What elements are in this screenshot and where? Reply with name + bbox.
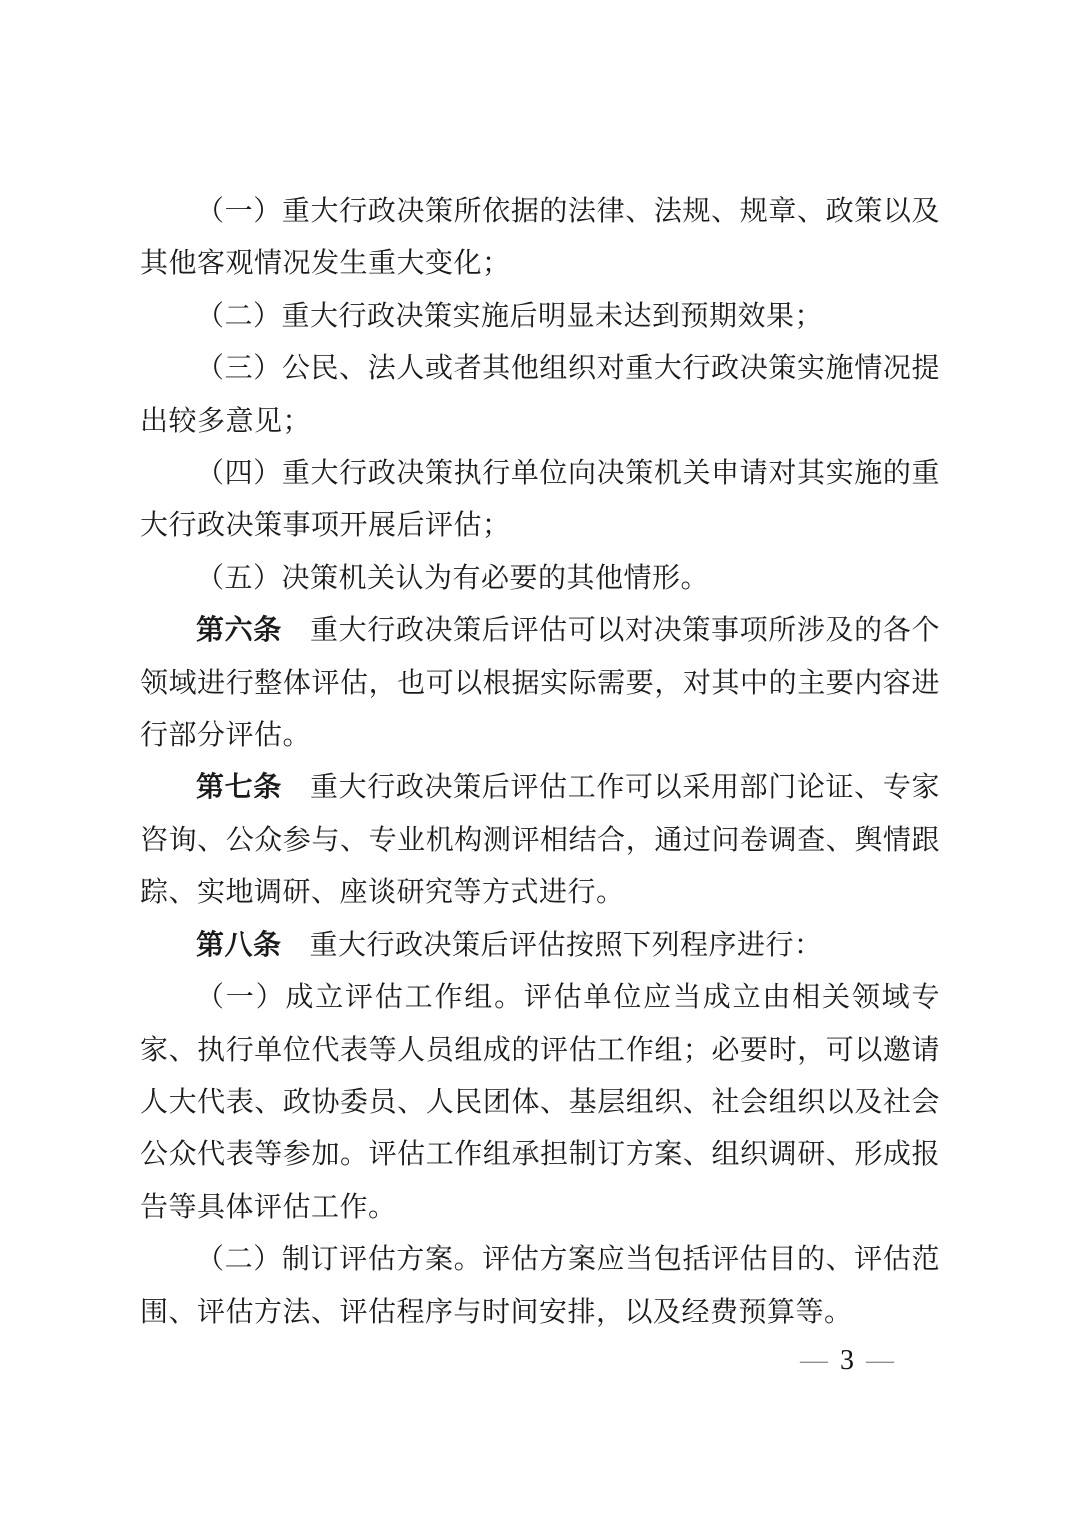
paragraph xyxy=(140,291,940,343)
article-number: 第八条 xyxy=(196,929,282,961)
paragraph-text: 重大行政决策后评估工作可以采用部门论证、专家咨询、公众参与、专业机构测评相结合，通过问卷调查、舆情跟踪、实地调研、座谈研究等方式进行。 xyxy=(140,772,940,909)
article-number: 第六条 xyxy=(196,615,282,647)
paragraph xyxy=(140,920,940,972)
footer-dash-right: — xyxy=(866,1345,896,1376)
paragraph xyxy=(140,605,940,762)
document-body xyxy=(140,186,940,1339)
paragraph xyxy=(140,343,940,448)
paragraph xyxy=(140,1234,940,1339)
paragraph-text: （二）制订评估方案。评估方案应当包括评估目的、评估范围、评估方法、评估程序与时间安排，以及经费预算等。 xyxy=(140,1244,940,1328)
paragraph xyxy=(140,553,940,605)
paragraph xyxy=(140,448,940,553)
paragraph xyxy=(140,186,940,291)
paragraph-text: （一）成立评估工作组。评估单位应当成立由相关领域专家、执行单位代表等人员组成的评估工作组；必要时，可以邀请人大代表、政协委员、人民团体、基层组织、社会组织以及社会公众代表等参加。评估工作组承担制订方案、组织调研、形成报告等具体评估工作。 xyxy=(140,982,940,1223)
paragraph-text: （三）公民、法人或者其他组织对重大行政决策实施情况提出较多意见； xyxy=(140,353,940,437)
article-number: 第七条 xyxy=(196,772,282,804)
paragraph xyxy=(140,972,940,1234)
paragraph-text: 重大行政决策后评估可以对决策事项所涉及的各个领域进行整体评估，也可以根据实际需要，对其中的主要内容进行部分评估。 xyxy=(140,615,940,752)
paragraph-text: （四）重大行政决策执行单位向决策机关申请对其实施的重大行政决策事项开展后评估； xyxy=(140,458,940,542)
paragraph-text: 重大行政决策后评估按照下列程序进行： xyxy=(309,929,823,961)
paragraph-text: （一）重大行政决策所依据的法律、法规、规章、政策以及其他客观情况发生重大变化； xyxy=(140,196,940,280)
paragraph-text: （五）决策机关认为有必要的其他情形。 xyxy=(196,562,710,594)
footer-dash-left: — xyxy=(800,1345,830,1376)
page-footer xyxy=(790,1345,906,1377)
paragraph-text: （二）重大行政决策实施后明显未达到预期效果； xyxy=(196,300,824,332)
page-number: 3 xyxy=(840,1345,856,1376)
paragraph xyxy=(140,762,940,919)
